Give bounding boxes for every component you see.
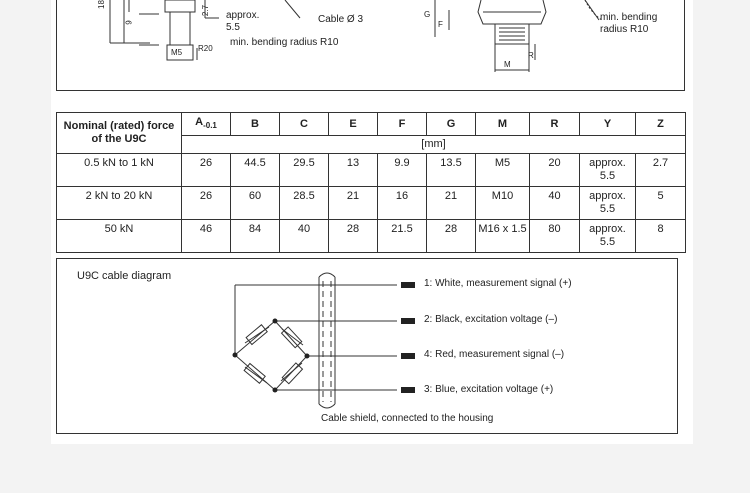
bending-radius-right-1: min. bending [600,12,658,23]
cell-f: 21.5 [378,220,427,253]
cell-force: 0.5 kN to 1 kN [57,154,182,187]
header-z: Z [636,113,686,136]
cell-e: 28 [329,220,378,253]
header-g: G [427,113,476,136]
cell-y: approx. 5.5 [580,154,636,187]
table-header-row [57,113,686,136]
dim-label-g: G [424,10,431,19]
bending-radius-left: min. bending radius R10 [230,37,339,48]
cell-a: 26 [182,154,231,187]
dim-label-18: 18 [96,0,106,9]
cell-y: approx. 5.5 [580,220,636,253]
table-row [57,154,686,187]
dim-label-r20: R20 [198,44,213,53]
cell-m: M16 x 1.5 [476,220,530,253]
dim-label-r: R [528,51,534,60]
wire-label-white: 1: White, measurement signal (+) [424,278,572,289]
cell-force: 2 kN to 20 kN [57,187,182,220]
cell-force: 50 kN [57,220,182,253]
wire-label-red: 4: Red, measurement signal (–) [424,349,565,360]
cell-z: 8 [636,220,686,253]
header-b: B [231,113,280,136]
cell-b: 84 [231,220,280,253]
dimensions-table [56,112,686,253]
wire-label-blue: 3: Blue, excitation voltage (+) [424,384,554,395]
cell-g: 21 [427,187,476,220]
dim-label-m5: M5 [171,48,183,57]
dimension-drawing [56,0,685,91]
wire-label-black: 2: Black, excitation voltage (–) [424,314,558,325]
cell-r: 40 [530,187,580,220]
header-y: Y [580,113,636,136]
cell-a: 26 [182,187,231,220]
bridge-circuit [57,259,679,435]
cable-diameter-label: Cable Ø 3 [318,14,364,25]
header-c: C [280,113,329,136]
cable-shield-label: Cable shield, connected to the housing [321,413,494,424]
cell-z: 5 [636,187,686,220]
header-m: M [476,113,530,136]
header-f: F [378,113,427,136]
cell-c: 28.5 [280,187,329,220]
cell-b: 60 [231,187,280,220]
drawing-lines [57,0,686,91]
cell-m: M10 [476,187,530,220]
cell-b: 44.5 [231,154,280,187]
cable-diagram [56,258,678,434]
cell-f: 16 [378,187,427,220]
dim-label-f: F [438,20,443,29]
approx-label: approx. [226,10,260,21]
approx-value: 5.5 [226,22,240,33]
dim-label-9: 9 [124,20,134,25]
cell-e: 21 [329,187,378,220]
dim-label-m: M [504,60,511,69]
cell-a: 46 [182,220,231,253]
cell-c: 29.5 [280,154,329,187]
cable-diagram-title: U9C cable diagram [77,270,172,282]
cell-f: 9.9 [378,154,427,187]
cell-z: 2.7 [636,154,686,187]
cell-r: 20 [530,154,580,187]
table-row [57,220,686,253]
cell-m: M5 [476,154,530,187]
cell-c: 40 [280,220,329,253]
table-row [57,187,686,220]
cell-r: 80 [530,220,580,253]
dim-label-2-7: 2.7 [201,4,211,17]
cell-g: 13.5 [427,154,476,187]
header-r: R [530,113,580,136]
cell-g: 28 [427,220,476,253]
bending-radius-right-2: radius R10 [600,24,649,35]
header-e: E [329,113,378,136]
cell-y: approx. 5.5 [580,187,636,220]
header-a: $A_{-0.1}$ [182,113,231,136]
unit-cell: [mm] [182,136,686,154]
cell-e: 13 [329,154,378,187]
header-nominal-force: Nominal (rated) force of the U9C [57,113,182,154]
